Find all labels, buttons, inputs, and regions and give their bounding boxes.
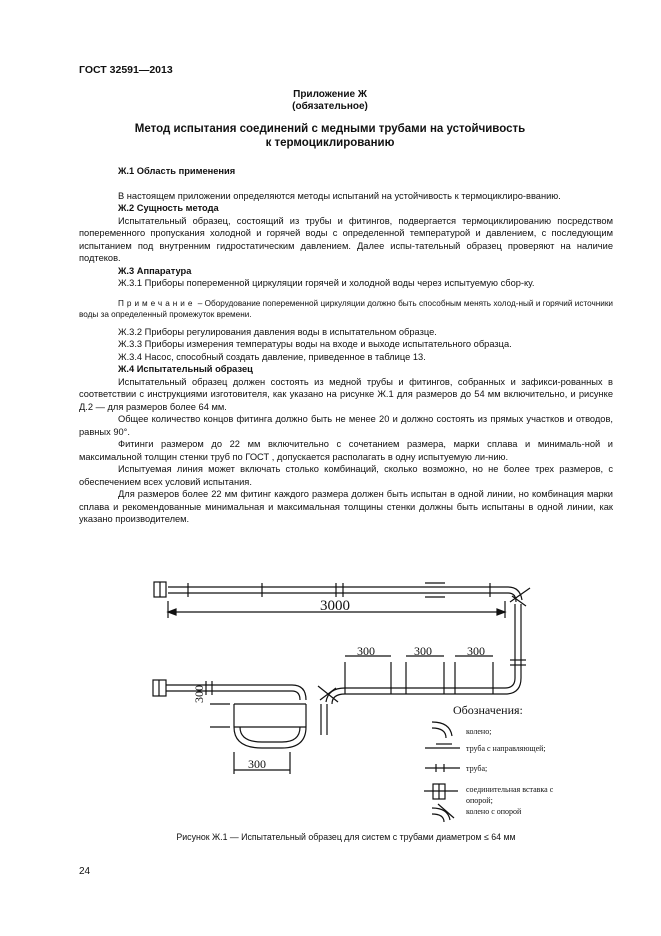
section-heading: Ж.3 Аппаратура: [118, 265, 192, 276]
legend-coupling-1: соединительная вставка с: [466, 785, 554, 794]
page-number: 24: [79, 866, 91, 877]
legend-title: Обозначения:: [453, 703, 523, 717]
paragraph: Испытуемая линия может включать столько комбинаций, сколько возможно, но не более трех размеров, с обеспечением всех условий испытания.: [79, 464, 613, 487]
paragraph: Испытательный образец, состоящий из трубы и фитингов, подвергается термоциклированию посредством попеременного пропускания холодной и горячей воды с определенной температурой и давлением, с последующим испытанием под внутренним гидростатическим давлением. Далее испы-тательный образец проверяют на наличие подтеков.: [79, 215, 613, 263]
test-specimen-diagram: [0, 575, 661, 825]
title-line-2: к термоциклированию: [265, 137, 395, 149]
legend-pipe-symbol: [425, 764, 460, 772]
appendix-name: Приложение Ж: [293, 89, 367, 100]
legend-elbow-support: колено с опорой: [466, 807, 522, 816]
standard-header: ГОСТ 32591—2013: [79, 64, 173, 76]
legend-coupling-symbol: [424, 784, 458, 799]
legend-coupling-2: опорой;: [466, 796, 493, 805]
paragraph: Ж.3.1 Приборы попеременной циркуляции горячей и холодной воды через испытуемую сбор-ку.: [118, 278, 535, 288]
dim-300-c: 300: [467, 644, 485, 658]
paragraph: Ж.3.3 Приборы измерения температуры воды на входе и выходе испытательного образца.: [118, 339, 512, 349]
paragraph: Фитинги размером до 22 мм включительно с сочетанием размера, марки сплава и минималь-ной и максимальной толщин стенки труб по ГОСТ , допускается располагать в одну испытуемую ли-нию.: [79, 439, 613, 462]
elbow-support-middle: [318, 686, 345, 735]
dim-3000-label: 3000: [320, 598, 350, 614]
section-heading: Ж.4 Испытательный образец: [118, 364, 253, 374]
paragraph: Общее количество концов фитинга должно быть не менее 20 и должно состоять из прямых участков и отводов, равных 90°.: [79, 414, 613, 437]
paragraph: Ж.3.4 Насос, способный создать давление, приведенное в таблице 13.: [118, 351, 426, 362]
legend-pipe-guide: труба с направляющей;: [466, 744, 546, 753]
dim-300-a: 300: [357, 644, 375, 658]
legend-elbow-support-symbol: [432, 804, 454, 822]
note-label: Примечание: [118, 298, 196, 308]
figure-caption: Рисунок Ж.1 — Испытательный образец для систем с трубами диаметром ≤ 64 мм: [176, 832, 516, 842]
note: [79, 298, 613, 320]
section-heading: Ж.2 Сущность метода: [118, 203, 219, 213]
dim-300-b: 300: [414, 644, 432, 658]
body-text: [79, 165, 613, 526]
note-text: – Оборудование попеременной циркуляции должно быть способным менять холод-ный и горячий источники воды за определенный промежуток времени.: [79, 298, 613, 319]
dim-300-vertical: 300: [192, 685, 206, 703]
right-vertical-pipe: [505, 604, 526, 694]
paragraph: Для размеров более 22 мм фитинг каждого размера должен быть испытан в одной линии, но комбинация марки сплава и рекомендованные минимальная и максимальная толщины стенки должны быть испытаны в одной линии, как указано производителем.: [79, 489, 613, 524]
elbow-support-top: [508, 587, 530, 606]
legend-elbow: колено;: [466, 727, 492, 736]
legend-pipe-guide-symbol: [425, 744, 460, 748]
document-title: [79, 122, 581, 150]
top-pipe-run: [154, 582, 508, 597]
paragraph: В настоящем приложении определяются методы испытаний на устойчивость к термоциклиро-вванию.: [118, 190, 561, 201]
legend-elbow-symbol: [432, 722, 452, 738]
dim-300-bottom: 300: [248, 757, 266, 771]
left-inlet-pipe: [153, 680, 306, 700]
middle-pipe-run: [345, 656, 505, 694]
paragraph: Испытательный образец должен состоять из медной трубы и фитингов, собранных и зафикси-рованных в соответствии с инструкциями изготовителя, как указано на рисунке Ж.1 для размеров до 54 мм включительно, и рисунке Д.2 — для размеров более 64 мм.: [79, 376, 613, 412]
legend-pipe: труба;: [466, 764, 488, 773]
paragraph: Ж.3.2 Приборы регулирования давления воды в испытательном образце.: [118, 326, 437, 337]
appendix-status: (обязательное): [292, 101, 368, 112]
appendix-heading: [79, 89, 581, 113]
title-line-1: Метод испытания соединений с медными трубами на устойчивость: [134, 123, 526, 135]
section-heading: Ж.1 Область применения: [118, 166, 236, 176]
